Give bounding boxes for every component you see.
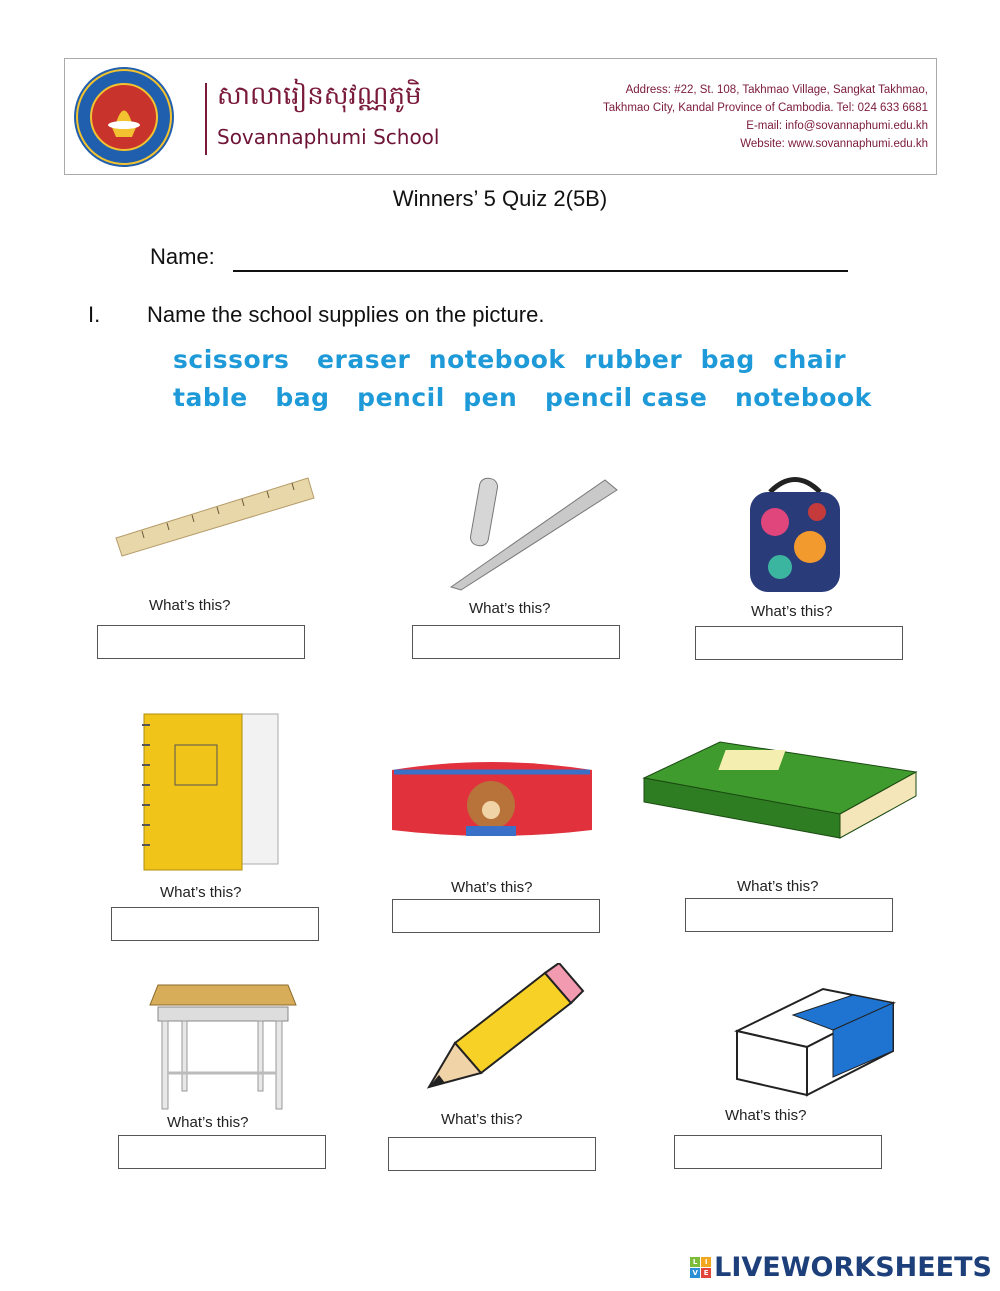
item-prompt: What’s this? <box>725 1107 807 1124</box>
question-text: Name the school supplies on the picture. <box>147 302 545 327</box>
word-bank-row-2 <box>173 383 872 412</box>
divider <box>205 83 207 155</box>
word-bank-word: bag <box>700 345 755 374</box>
logo-tile: I <box>701 1257 711 1267</box>
pencil-picture <box>425 963 585 1093</box>
item-prompt: What’s this? <box>149 597 231 614</box>
word-bank-word: table <box>173 383 248 412</box>
address-line: Takhmao City, Kandal Province of Cambodia. Tel: 024 633 6681 <box>603 102 928 114</box>
name-label: Name: <box>150 244 215 269</box>
logo-tile: V <box>690 1268 700 1278</box>
backpack-picture <box>725 472 865 602</box>
pen-picture <box>445 472 625 592</box>
eraser-picture <box>733 985 898 1100</box>
answer-input-book[interactable] <box>685 898 893 932</box>
word-bank-word: scissors <box>173 345 290 374</box>
spiral-notebook-picture <box>140 710 282 872</box>
school-address <box>603 81 928 153</box>
answer-input-pencil[interactable] <box>388 1137 596 1171</box>
school-logo <box>71 65 177 169</box>
item-prompt: What’s this? <box>451 879 533 896</box>
answer-input-pen[interactable] <box>412 625 620 659</box>
question-number: I. <box>88 302 101 327</box>
quiz-title: Winners’ 5 Quiz 2(5B) <box>392 186 608 211</box>
school-header <box>64 58 937 175</box>
brand-name: LIVEWORKSHEETS <box>714 1252 992 1283</box>
word-bank-word: notebook <box>734 383 872 412</box>
school-name: Sovannaphumi School <box>217 125 440 149</box>
answer-input-backpack[interactable] <box>695 626 903 660</box>
answer-input-ruler[interactable] <box>97 625 305 659</box>
item-prompt: What’s this? <box>751 603 833 620</box>
website-line: Website: www.sovannaphumi.edu.kh <box>740 138 928 150</box>
address-line: Address: #22, St. 108, Takhmao Village, Sangkat Takhmao, <box>625 84 928 96</box>
item-prompt: What’s this? <box>469 600 551 617</box>
name-input-line[interactable] <box>233 270 848 272</box>
item-prompt: What’s this? <box>441 1111 523 1128</box>
logo-tiles-icon <box>690 1257 711 1278</box>
word-bank-word: pen <box>463 383 518 412</box>
answer-input-eraser[interactable] <box>674 1135 882 1169</box>
word-bank-word: rubber <box>583 345 683 374</box>
answer-input-notebook[interactable] <box>111 907 319 941</box>
word-bank-word: chair <box>773 345 847 374</box>
word-bank-row-1 <box>173 345 846 374</box>
logo-tile: E <box>701 1268 711 1278</box>
word-bank-word: pencil case <box>544 383 708 412</box>
email-line: E-mail: info@sovannaphumi.edu.kh <box>746 120 928 132</box>
pencil-case-picture <box>380 750 602 842</box>
liveworksheets-logo[interactable] <box>690 1252 992 1283</box>
item-prompt: What’s this? <box>737 878 819 895</box>
item-prompt: What’s this? <box>167 1114 249 1131</box>
word-bank-word: eraser <box>317 345 411 374</box>
word-bank-word: bag <box>275 383 330 412</box>
logo-tile: L <box>690 1257 700 1267</box>
desk-picture <box>148 983 298 1113</box>
answer-input-desk[interactable] <box>118 1135 326 1169</box>
word-bank-word: notebook <box>428 345 566 374</box>
item-prompt: What’s this? <box>160 884 242 901</box>
word-bank-word: pencil <box>357 383 445 412</box>
answer-input-pencil-case[interactable] <box>392 899 600 933</box>
school-name-khmer: សាលារៀនសុវណ្ណភូមិ <box>217 81 422 111</box>
ruler-picture <box>112 470 317 560</box>
book-picture <box>640 738 922 843</box>
